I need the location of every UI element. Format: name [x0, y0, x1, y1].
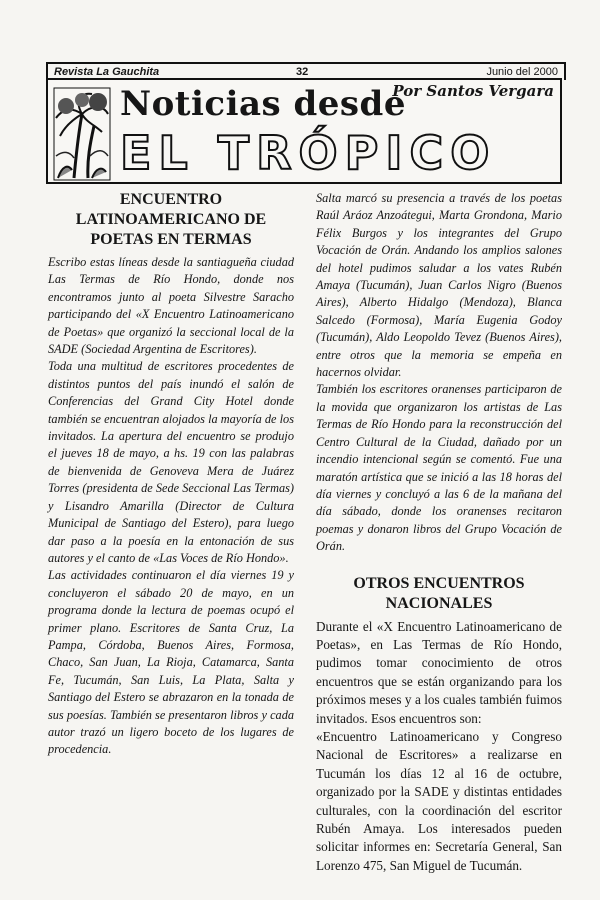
banner-title-line2: EL TRÓPICO [120, 126, 497, 180]
page-number: 32 [296, 66, 309, 78]
article2-headline: OTROS ENCUENTROS NACIONALES [353, 574, 525, 612]
magazine-name: Revista La Gauchita [54, 66, 160, 78]
left-column [48, 190, 294, 759]
issue-date: Junio del 2000 [486, 66, 558, 78]
article1-paragraph: Toda una multitud de escritores procedentes de distintos puntos del país inundó el salón de Conferencias del Grand City Hotel donde también se encuentran alojados la mayoría de los invitados. La apertura del encuentro se produjo el jueves 18 de mayo, a hs. 19 con las palabras de bienvenida de Genoveva Mera de Juárez Torres (presidenta de Sede Seccional Las Termas) y Lisandro Amarilla (Director de Cultura Municipal de Santiago del Estero), para luego dar paso a la poesía en la entonación de sus autores y el canto de «Las Voces de Río Hondo». [48, 359, 294, 565]
banner-author: Por Santos Vergara [392, 82, 554, 100]
article2-paragraph: Durante el «X Encuentro Latinoamericano de Poetas», en Las Termas de Río Hondo, pudimos tomar conocimiento de otros encuentros que se están organizando para los próximos meses y a los cuales también fuimos invitados. Esos encuentros son: [316, 618, 562, 726]
article1-headline: ENCUENTRO LATINOAMERICANO DE POETAS EN TERMAS [75, 191, 267, 248]
banner-title-line1: Noticias desde [120, 84, 406, 124]
article1-paragraph: Salta marcó su presencia a través de los poetas Raúl Aráoz Anzoátegui, Marta Grondona, Mario Félix Burgos y los integrantes del Grupo Vocación de Orán. Andando los amplios salones del hotel pudimos saludar a los vates Rubén Amaya (Tucumán), Juan Carlos Nigro (Buenos Aires), Alberto Hidalgo (Mendoza), Blanca Salcedo (Formosa), María Eugenia Godoy (Tucumán), Aldo Leopoldo Tevez (Buenos Aires), entre otros que la memoria se empeña en hacernos olvidar. [316, 191, 562, 380]
article1-paragraph: También los escritores oranenses participaron de la movida que organizaron los artistas de Las Termas de Río Hondo para la reconstrucción del Centro Cultural de la Ciudad, dañado por un incendio intencional según se comentó. Fue una maratón artística que se inició a las 18 horas del día viernes y concluyó a las 6 de la mañana del día sábado, donde los oranenses recitaron poemas y donaron libros del Grupo Vocación de Orán. [316, 382, 562, 554]
palm-tree-icon [52, 86, 112, 182]
article1-paragraph: Las actividades continuaron el día viernes 19 y concluyeron el sábado 20 de mayo, en un programa donde la lectura de poemas ocupó el primer plano. Escritores de Santa Cruz, La Pampa, Córdoba, Buenos Aires, Formosa, Chaco, San Juan, La Rioja, Catamarca, Santa Fe, Tucumán, San Luis, La Plata, Salta y Santiago del Estero se abrazaron en la tonada de sus poesías. También se presentaron libros y cada autor trazó un ligero boceto de los lugares de procedencia. [48, 568, 294, 757]
article1-paragraph: Escribo estas líneas desde la santiagueña ciudad Las Termas de Río Hondo, donde nos encontramos junto al poeta Silvestre Saracho participando del «X Encuentro Latinoamericano de Poetas» que organizó la seccional local de la SADE (Sociedad Argentina de Escritores). [48, 255, 294, 357]
right-column [316, 190, 562, 875]
article2-paragraph: «Encuentro Latinoamericano y Congreso Nacional de Escritores» a realizarse en Tucumán los días 12 al 16 de octubre, organizado por la SADE y distintas entidades culturales, con la coordinación del escritor Rubén Amaya. Los interesados pueden solicitar informes en: Secretaría General, San Lorenzo 475, San Miguel de Tucumán. [316, 728, 562, 873]
section-banner [46, 78, 562, 184]
